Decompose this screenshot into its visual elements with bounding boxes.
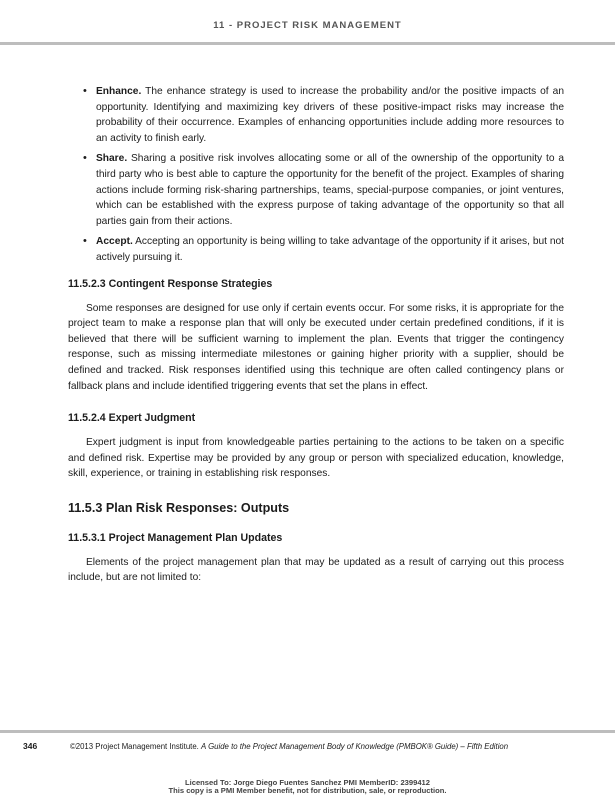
bullet-icon: • [83, 152, 87, 165]
page-number: 346 [23, 741, 38, 751]
bullet-icon: • [83, 85, 87, 97]
bullet-term: Enhance. [96, 86, 142, 97]
chapter-title: 11 - PROJECT RISK MANAGEMENT [213, 20, 402, 31]
bullet-icon: • [83, 235, 87, 248]
list-item [83, 84, 564, 146]
bullet-term: Share. [96, 153, 128, 165]
page-content [68, 84, 564, 586]
list-item [83, 234, 564, 265]
section-body-pmp-updates: Elements of the project management plan that may be updated as a result of carrying out this process include, but are not limited to: [68, 556, 564, 584]
footer-divider [0, 730, 615, 733]
section-body-expert: Expert judgment is input from knowledgeable parties pertaining to the actions to be taken on a specific and defined risk. Expertise may be provided by any group or person with specialized education, knowledge, skill, experience, or training in establishing risk responses. [68, 437, 564, 480]
book-title: A Guide to the Project Management Body of Knowledge (PMBOK® Guide) – Fifth Edition [201, 742, 509, 751]
running-header [0, 14, 615, 45]
footer-copyright [70, 742, 508, 751]
section-heading-pmp-updates: 11.5.3.1 Project Management Plan Updates [68, 531, 283, 544]
copyright-prefix: ©2013 Project Management Institute. [70, 742, 202, 751]
section-body-contingent: Some responses are designed for use only if certain events occur. For some risks, it is appropriate for the project team to make a response plan that will only be executed under certain predefined conditions, if it is believed that there will be sufficient warning to implement the plan. Events that trigger the contingency response, such as missing intermediate milestones or gaining higher priority with a supplier, should be defined and tracked. Risk responses identified using this technique are often called contingency plans or fallback plans and include identified triggering events that set the plans in effect. [68, 302, 564, 392]
section-heading-contingent: 11.5.2.3 Contingent Response Strategies [68, 277, 273, 290]
bullet-text: Sharing a positive risk involves allocating some or all of the ownership of the opportunity to a third party who is best able to capture the opportunity for the benefit of the project. Examples of sharing actions include forming risk-sharing partnerships, teams, special-purpose companies, or joint ventures, which can be established with the express purpose of taking advantage of the opportunity so that all parties gain from their actions. [96, 153, 564, 227]
section-heading-outputs: 11.5.3 Plan Risk Responses: Outputs [68, 500, 290, 515]
section-heading-expert: 11.5.2.4 Expert Judgment [68, 412, 196, 425]
bullet-text: The enhance strategy is used to increase the probability and/or the positive impacts of an opportunity. Identifying and maximizing key drivers of these positive-impact risks may increase the probability of their occurrence. Examples of enhancing opportunities include adding more resources to an activity to finish early. [96, 86, 564, 144]
license-line-2: This copy is a PMI Member benefit, not for distribution, sale, or reproduction. [168, 786, 447, 795]
strategy-list [68, 84, 564, 266]
bullet-text: Accepting an opportunity is being willing to take advantage of the opportunity if it arises, but not actively pursuing it. [96, 236, 564, 263]
bullet-term: Accept. [96, 236, 133, 248]
list-item [83, 151, 564, 229]
license-line-1: Licensed To: Jorge Diego Fuentes Sanchez PMI MemberID: 2399412 [184, 778, 431, 787]
